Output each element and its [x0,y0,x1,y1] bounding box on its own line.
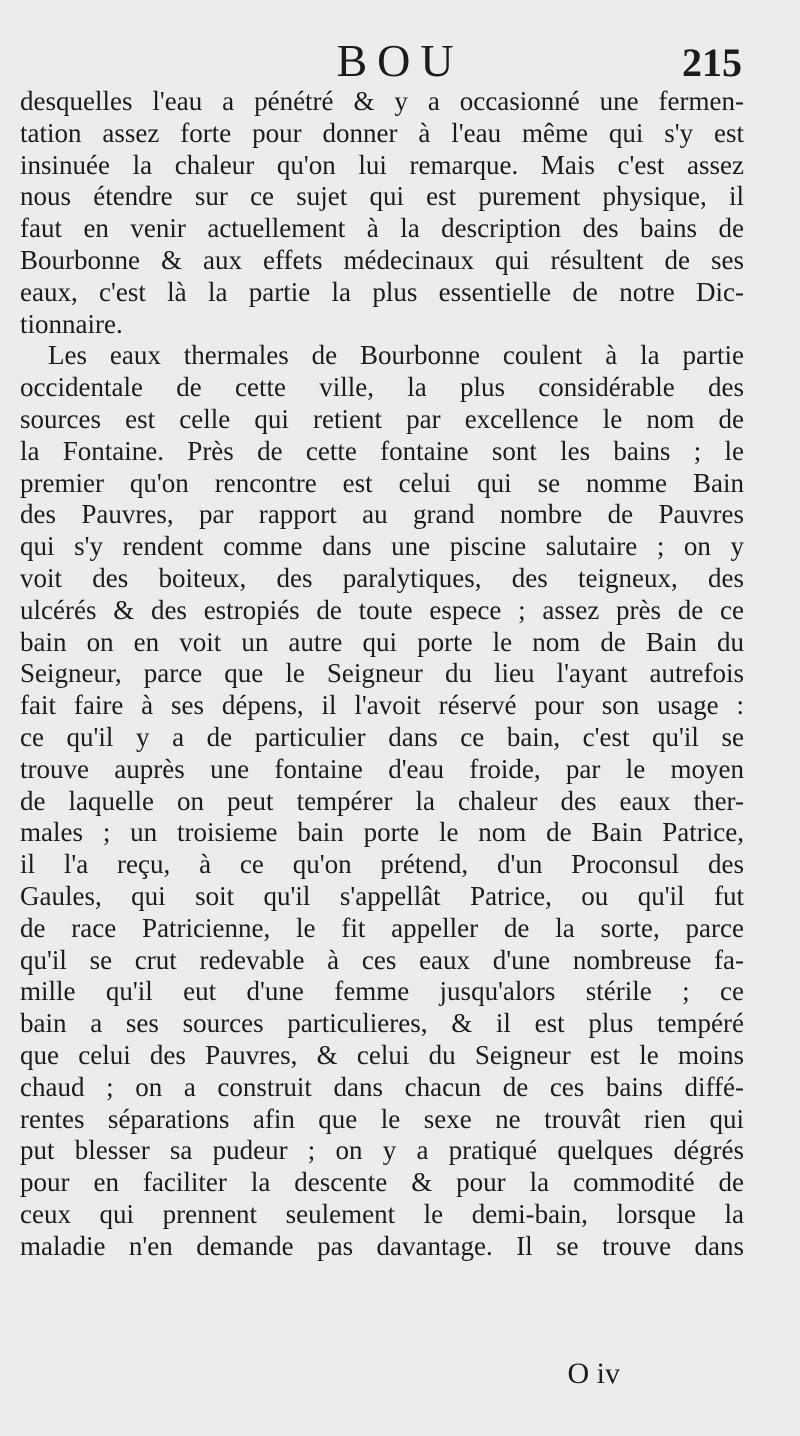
text-line: males ; un troisieme bain porte le nom de Bain Patrice, [20,817,744,848]
text-line: tionnaire. [20,308,123,339]
text-line: bain a ses sources particulieres, & il est plus tempéré [20,1008,744,1039]
text-line: chaud ; on a construit dans chacun de ces bains diffé- [20,1071,744,1102]
text-line: des Pauvres, par rapport au grand nombre de Pauvres [20,499,744,530]
text-line: faut en venir actuellement à la description des bains de [20,213,744,244]
text-line: eaux, c'est là la partie la plus essentielle de notre Dic- [20,276,744,307]
text-line: Seigneur, parce que le Seigneur du lieu l'ayant autrefois [20,658,744,689]
text-line: Bourbonne & aux effets médecinaux qui résultent de ses [20,244,744,275]
text-line: mille qu'il eut d'une femme jusqu'alors stérile ; ce [20,976,744,1007]
text-line: maladie n'en demande pas davantage. Il se trouve dans [20,1230,744,1261]
text-line: ceux qui prennent seulement le demi-bain, lorsque la [20,1198,744,1229]
running-head: BOU [336,35,464,86]
text-line: nous étendre sur ce sujet qui est purement physique, il [20,181,744,212]
text-line: tation assez forte pour donner à l'eau même qui s'y est [20,117,744,148]
text-line: premier qu'on rencontre est celui qui se nomme Bain [20,467,744,498]
text-line: de race Patricienne, le fit appeller de la sorte, parce [20,912,744,943]
text-line: desquelles l'eau a pénétré & y a occasionné une fermen- [20,86,744,116]
text-line: insinuée la chaleur qu'on lui remarque. Mais c'est assez [20,149,744,180]
text-line: Les eaux thermales de Bourbonne coulent à la partie [48,340,744,371]
text-line: occidentale de cette ville, la plus considérable des [20,372,744,403]
catchword-signature: O iv [567,1357,620,1390]
text-line: fait faire à ses dépens, il l'avoit réservé pour son usage : [20,690,744,721]
text-line: ce qu'il y a de particulier dans ce bain, c'est qu'il se [20,721,744,752]
page-number: 215 [682,40,742,85]
text-line: qu'il se crut redevable à ces eaux d'une nombreuse fa- [20,944,744,975]
text-line: bain on en voit un autre qui porte le nom de Bain du [20,626,744,657]
body-text [20,86,744,1262]
text-line: pour en faciliter la descente & pour la commodité de [20,1167,744,1198]
text-line: il l'a reçu, à ce qu'on prétend, d'un Proconsul des [20,849,744,880]
text-line: trouve auprès une fontaine d'eau froide, par le moyen [20,753,744,784]
text-line: put blesser sa pudeur ; on y a pratiqué quelques dégrés [20,1135,744,1166]
text-line: Gaules, qui soit qu'il s'appellât Patrice, ou qu'il fut [20,880,744,911]
page-header [0,36,800,86]
text-line: que celui des Pauvres, & celui du Seigneur est le moins [20,1039,744,1070]
text-line: sources est celle qui retient par excellence le nom de [20,403,744,434]
text-line: la Fontaine. Près de cette fontaine sont les bains ; le [20,435,744,466]
text-line: rentes séparations afin que le sexe ne trouvât rien qui [20,1103,744,1134]
text-line: de laquelle on peut tempérer la chaleur des eaux ther- [20,785,744,816]
text-line: qui s'y rendent comme dans une piscine salutaire ; on y [20,531,744,562]
text-line: voit des boiteux, des paralytiques, des teigneux, des [20,562,744,593]
text-line: ulcérés & des estropiés de toute espece ; assez près de ce [20,594,744,625]
